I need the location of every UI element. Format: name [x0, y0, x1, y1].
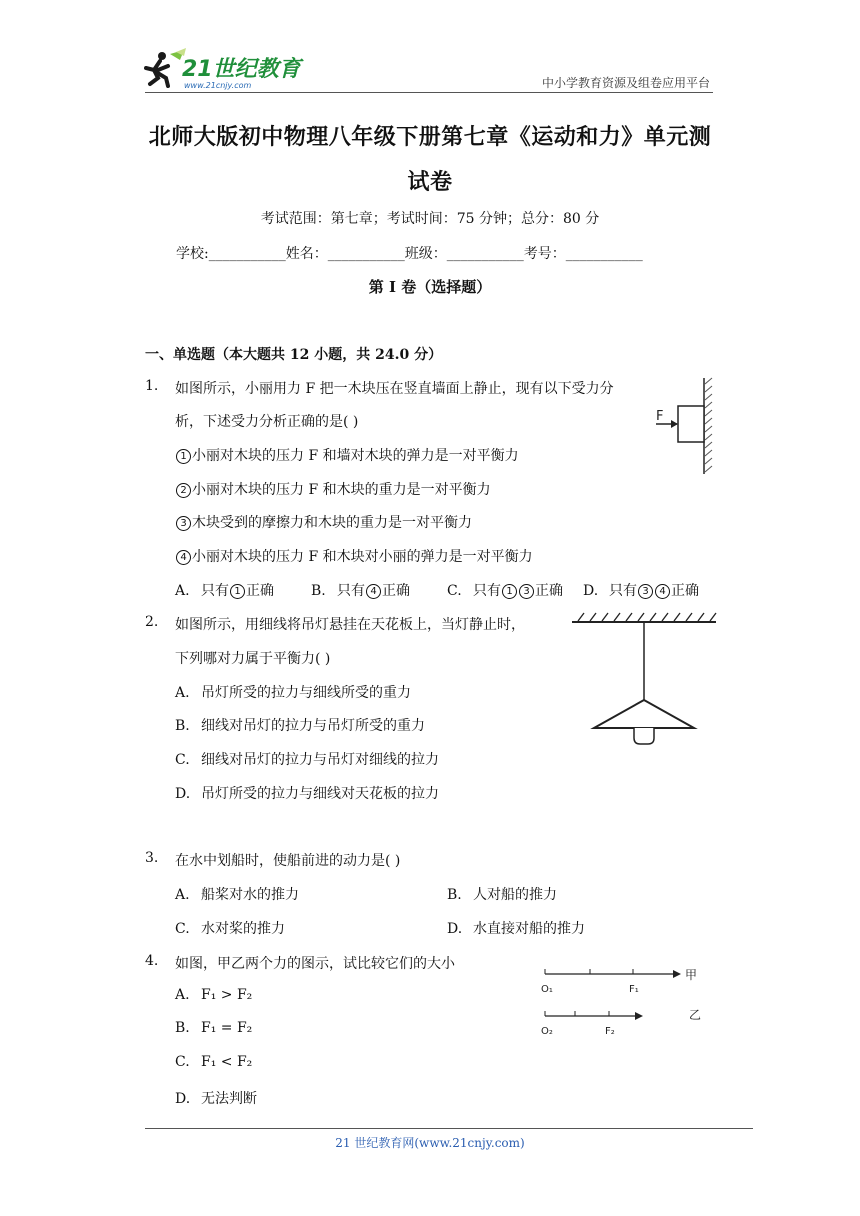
q4-option-a[interactable]: A. F₁ > F₂: [175, 987, 253, 1003]
circled-number: 1: [230, 584, 245, 599]
label-f2: F₂: [605, 1026, 615, 1037]
q1-stem-line1: 如图所示，小丽用力 F 把一木块压在竖直墙面上静止，现有以下受力分: [175, 381, 614, 397]
number-field: 考号：___________: [523, 246, 643, 262]
q4-option-d[interactable]: D. 无法判断: [175, 1091, 257, 1107]
q1-statement: [175, 512, 472, 532]
q1-number: 1.: [145, 378, 159, 394]
q2-option-b[interactable]: B. 细线对吊灯的拉力与吊灯所受的重力: [175, 718, 425, 734]
footer-divider: [145, 1128, 753, 1129]
label-jia: 甲: [685, 968, 698, 982]
q1-wall-block-figure: [650, 376, 720, 476]
q2-option-c[interactable]: C. 细线对吊灯的拉力与吊灯对细线的拉力: [175, 752, 439, 768]
q3-option-b[interactable]: B. 人对船的推力: [447, 887, 557, 903]
section-title: 一、单选题（本大题共 12 小题，共 24.0 分）: [145, 347, 443, 363]
page-title-line1: 北师大版初中物理八年级下册第七章《运动和力》单元测: [148, 124, 712, 150]
q3-option-a[interactable]: A. 船桨对水的推力: [175, 887, 299, 903]
q1-option-b[interactable]: B. 只有 4 正确: [311, 583, 410, 599]
q3-number: 3.: [145, 850, 159, 866]
exam-info: 考试范围：第七章；考试时间：75 分钟；总分：80 分: [260, 211, 600, 227]
volume-title: 第 I 卷（选择题）: [368, 278, 492, 296]
circled-number: 2: [176, 483, 191, 498]
q4-option-b[interactable]: B. F₁ = F₂: [175, 1020, 253, 1036]
footer-text[interactable]: 21 世纪教育网(www.21cnjy.com): [335, 1136, 525, 1150]
q4-option-c[interactable]: C. F₁ < F₂: [175, 1054, 253, 1070]
statement-text: 木块受到的摩擦力和木块的重力是一对平衡力: [192, 515, 472, 531]
q1-statement: [175, 546, 533, 566]
q1-option-a[interactable]: A. 只有 1 正确: [175, 583, 274, 599]
force-f-label: F: [656, 409, 664, 424]
q1-statement: [175, 445, 519, 465]
class-field: 班级：___________: [404, 246, 524, 262]
circled-number: 1: [502, 584, 517, 599]
runner-logo-icon: [140, 46, 310, 92]
circled-number: 1: [176, 449, 191, 464]
q2-stem-line2: 下列哪对力属于平衡力( ): [175, 651, 331, 667]
q1-option-d[interactable]: D. 只有 3 4 正确: [583, 583, 699, 599]
q3-option-d[interactable]: D. 水直接对船的推力: [447, 921, 585, 937]
q4-number: 4.: [145, 953, 159, 969]
statement-text: 小丽对木块的压力 F 和木块对小丽的弹力是一对平衡力: [192, 549, 533, 565]
school-field: 学校:___________: [176, 246, 286, 262]
q2-hanging-lamp-figure: [570, 608, 720, 748]
q1-statement: [175, 479, 491, 499]
circled-number: 3: [638, 584, 653, 599]
circled-number: 4: [655, 584, 670, 599]
q2-option-a[interactable]: A. 吊灯所受的拉力与细线所受的重力: [175, 685, 411, 701]
label-yi: 乙: [689, 1008, 702, 1022]
q1-option-c[interactable]: C. 只有 1 3 正确: [447, 583, 563, 599]
logo-text: 21世纪教育: [182, 57, 301, 82]
circled-number: 3: [519, 584, 534, 599]
q3-stem-line1: 在水中划船时，使船前进的动力是( ): [175, 853, 401, 869]
statement-text: 小丽对木块的压力 F 和墙对木块的弹力是一对平衡力: [192, 448, 519, 464]
q2-stem-line1: 如图所示，用细线将吊灯悬挂在天花板上，当灯静止时，: [175, 617, 525, 633]
q4-stem-line1: 如图，甲乙两个力的图示，试比较它们的大小: [175, 956, 455, 972]
label-o2: O₂: [541, 1026, 553, 1037]
logo-url: www.21cnjy.com: [184, 81, 252, 90]
q1-stem-line2: 析，下述受力分析正确的是( ): [175, 414, 359, 430]
circled-number: 3: [176, 516, 191, 531]
label-f1: F₁: [629, 984, 639, 995]
student-fields: [176, 243, 643, 263]
header-divider: [145, 92, 713, 93]
circled-number: 4: [176, 550, 191, 565]
site-logo: [140, 46, 310, 92]
page-title-line2: 试卷: [407, 169, 453, 195]
name-field: 姓名：___________: [285, 246, 405, 262]
q2-number: 2.: [145, 614, 159, 630]
q2-option-d[interactable]: D. 吊灯所受的拉力与细线对天花板的拉力: [175, 786, 439, 802]
header-platform-text: 中小学教育资源及组卷应用平台: [541, 76, 710, 90]
statement-text: 小丽对木块的压力 F 和木块的重力是一对平衡力: [192, 482, 491, 498]
label-o1: O₁: [541, 984, 553, 995]
q4-force-diagram-figure: [535, 962, 715, 1040]
q3-option-c[interactable]: C. 水对桨的推力: [175, 921, 285, 937]
circled-number: 4: [366, 584, 381, 599]
